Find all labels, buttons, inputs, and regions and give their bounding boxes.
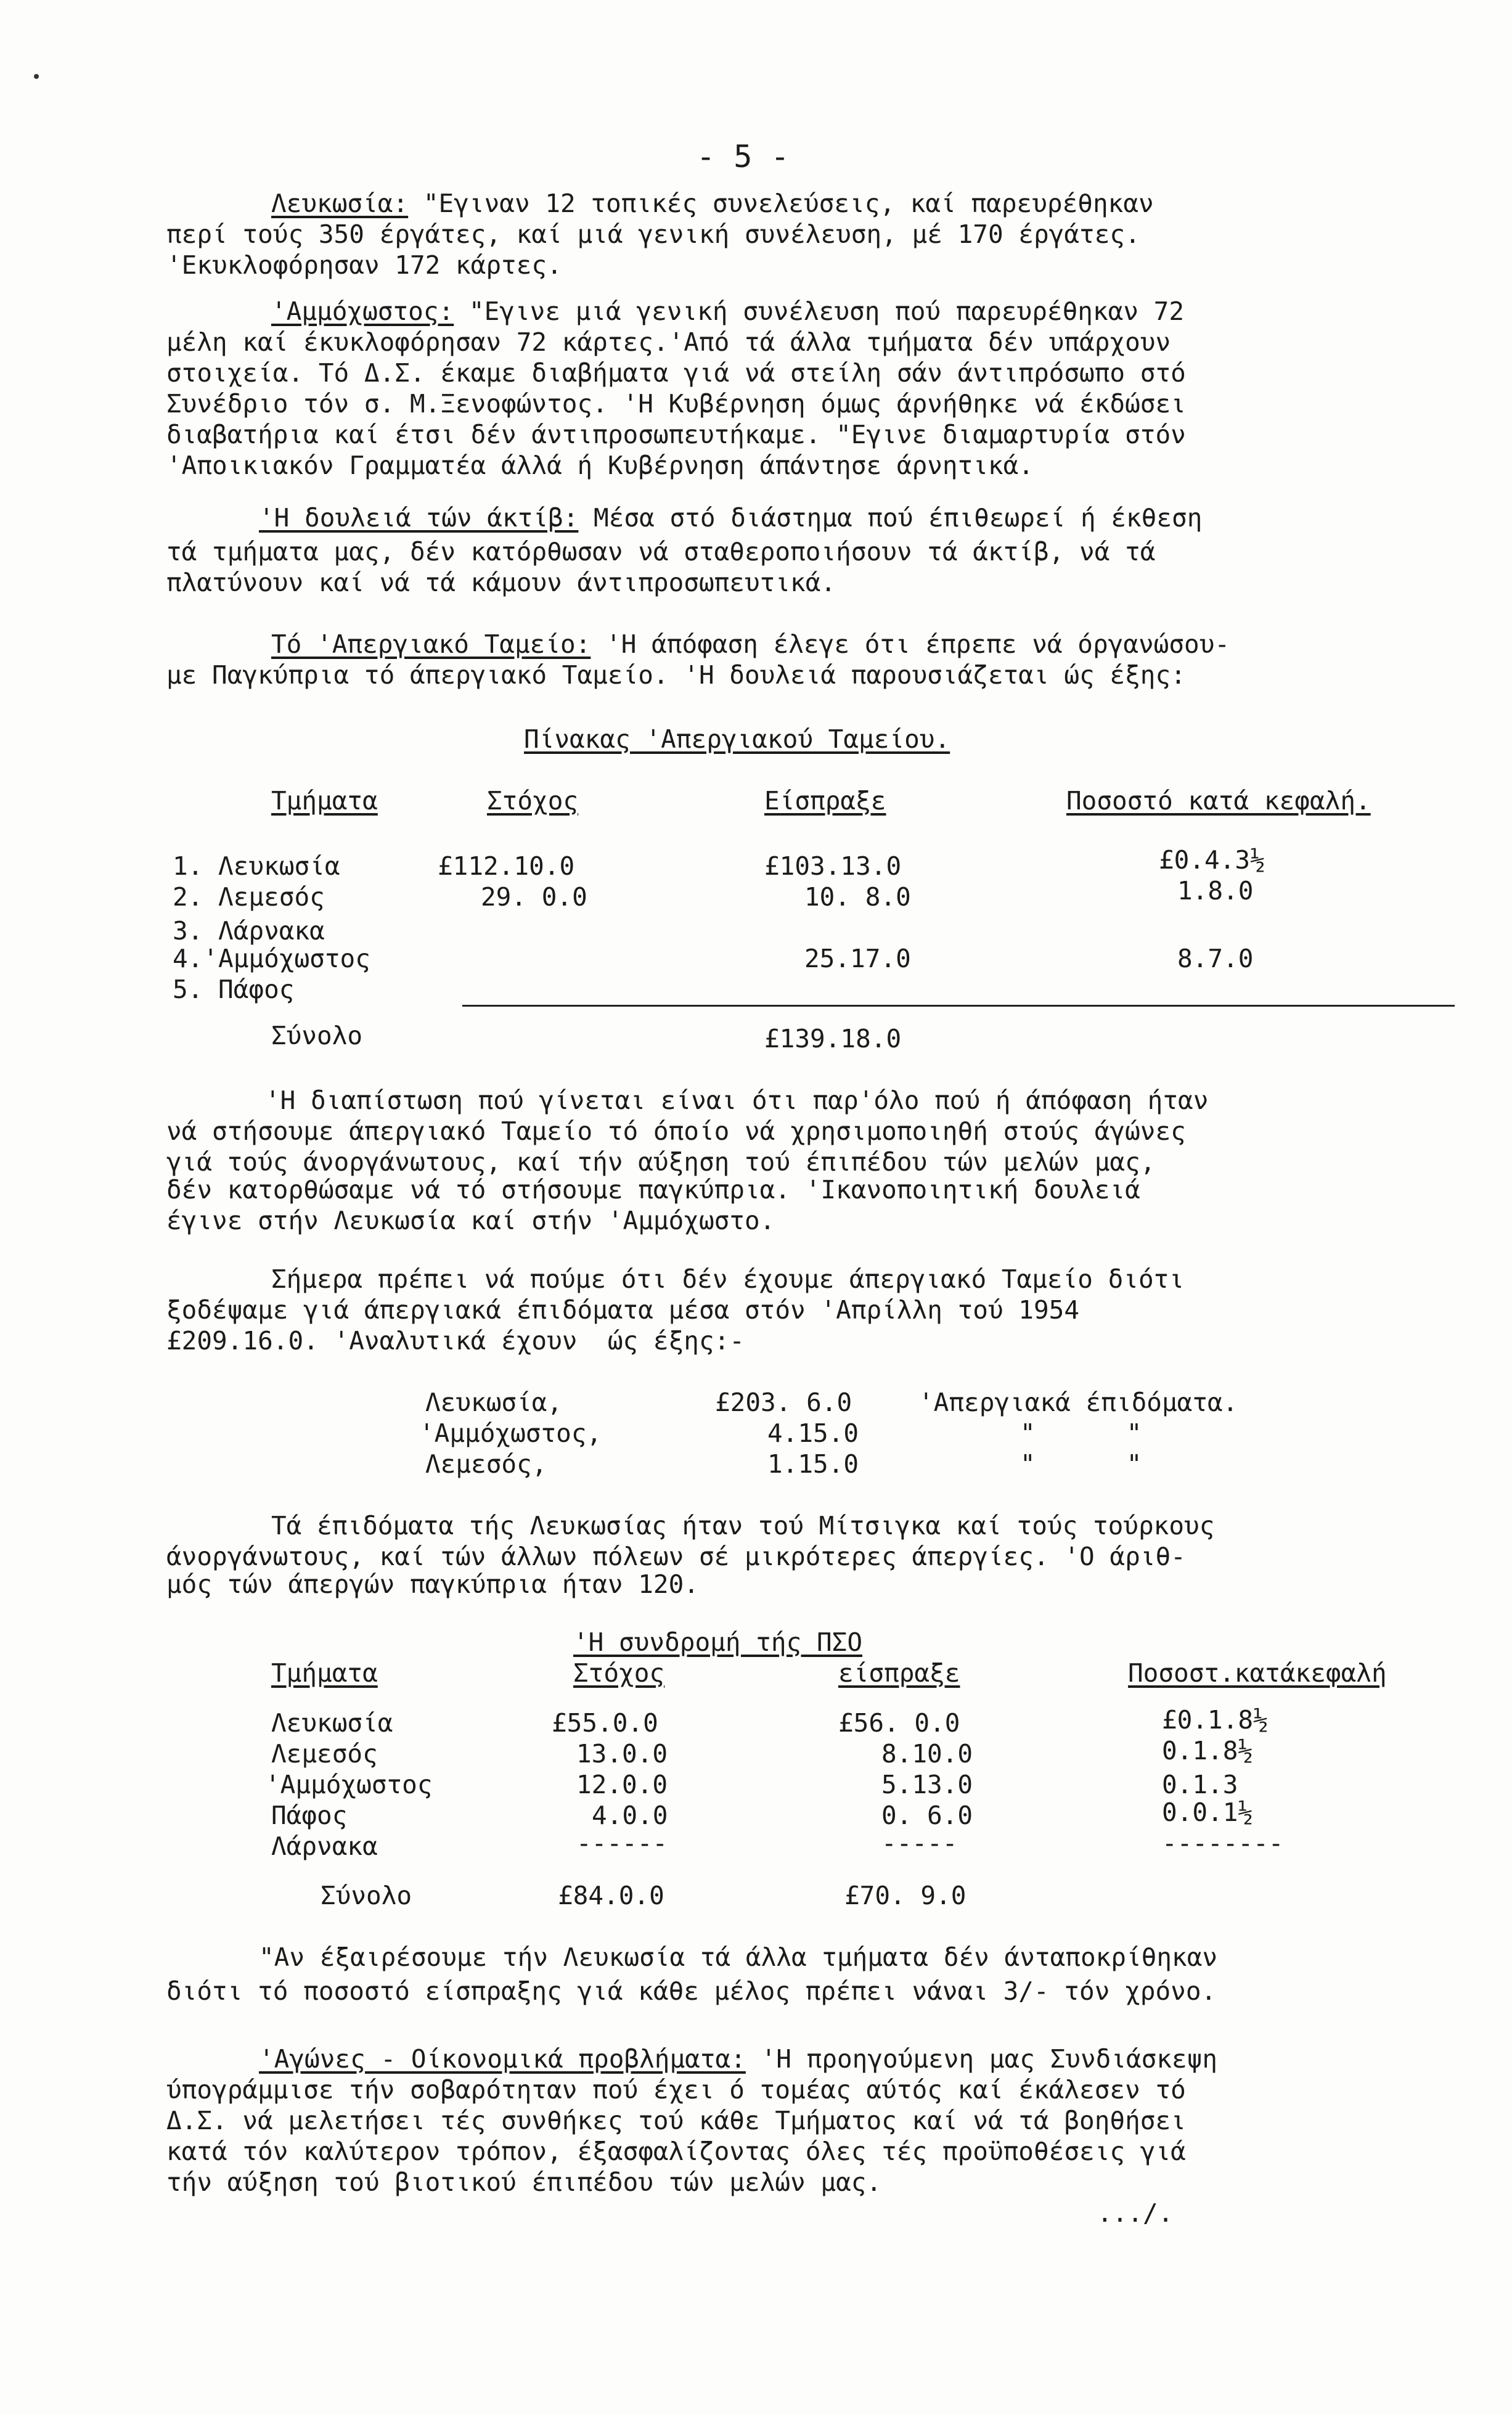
table2-cell-per-head: 0.1.3: [1162, 1770, 1238, 1799]
table2-cell-target: £55.0.0: [552, 1708, 658, 1738]
aktib-line-3: πλατύνουν καί νά τά κάμουν άντιπροσωπευτικά.: [166, 568, 836, 597]
table1-cell-name: 4.'Αμμόχωστος: [173, 944, 370, 973]
strike-amount: 4.15.0: [767, 1418, 859, 1448]
strike-place: Λευκωσία,: [425, 1388, 563, 1417]
page-number: - 5 -: [697, 139, 790, 174]
table2-cell-target: 12.0.0: [576, 1770, 668, 1799]
table2-cell-target: ------: [576, 1828, 668, 1858]
table2-cell-name: Πάφος: [271, 1801, 348, 1830]
continuation-mark: .../.: [1097, 2198, 1174, 2228]
strike-note: " ": [1020, 1418, 1142, 1448]
table2-cell-per-head: 0.0.1½: [1162, 1798, 1254, 1827]
table2-cell-target: 13.0.0: [576, 1739, 668, 1769]
table1-cell-name: 5. Πάφος: [173, 975, 295, 1004]
lefkosia-line-2: περί τούς 350 έργάτες, καί μιά γενική συνέλευση, μέ 170 έργάτες.: [166, 219, 1140, 249]
table2-cell-per-head: 0.1.8½: [1162, 1736, 1254, 1765]
table2-cell-name: 'Αμμόχωστος: [265, 1770, 433, 1799]
today-line-2: ξοδέψαμε γιά άπεργιακά έπιδόματα μέσα στόν 'Απρίλλη τού 1954: [166, 1295, 1080, 1325]
ammochostos-line-5: διαβατήρια καί έτσι δέν άντιπροσωπευτήκαμε. "Εγινε διαμαρτυρία στόν: [166, 420, 1186, 449]
table2-cell-name: Λεμεσός: [271, 1739, 378, 1769]
table2-header-per-head: Ποσοστ.κατάκεφαλή: [1128, 1658, 1387, 1688]
table1-cell-collected: 10. 8.0: [804, 882, 911, 912]
ammochostos-line-3: στοιχεία. Τό Δ.Σ. έκαμε διαβήματα γιά νά στείλη σάν άντιπρόσωπο στό: [166, 358, 1186, 388]
findings-line-3: γιά τούς άνοργάνωτους, καί τήν αύξηση τού έπιπέδου τών μελών μας,: [166, 1147, 1156, 1177]
table1-cell-target: £112.10.0: [438, 851, 575, 881]
table2-total-collected: £70. 9.0: [844, 1881, 966, 1910]
table1-header-collected: Είσπραξε: [764, 786, 886, 816]
tameio-heading: Τό 'Απεργιακό Ταμείο:: [271, 629, 591, 659]
findings-line-2: νά στήσουμε άπεργιακό Ταμείο τό όποίο νά χρησιμοποιηθή στούς άγώνες: [166, 1116, 1186, 1146]
ammochostos-line-6: 'Αποικιακόν Γραμματέα άλλά ή Κυβέρνηση άπάντησε άρνητικά.: [166, 451, 1034, 480]
table2-header-sections: Τμήματα: [271, 1658, 378, 1688]
ammochostos-heading: 'Αμμόχωστος:: [271, 297, 454, 326]
table2-cell-name: Λευκωσία: [271, 1708, 393, 1738]
today-line-1: Σήμερα πρέπει νά πούμε ότι δέν έχουμε άπεργιακό Ταμείο διότι: [271, 1264, 1185, 1294]
ammochostos-line-4: Συνέδριο τόν σ. Μ.Ξενοφώντος. 'Η Κυβέρνηση όμως άρνήθηκε νά έκδώσει: [166, 389, 1186, 419]
excluding-line-2: διότι τό ποσοστό είσπραξης γιά κάθε μέλος πρέπει νάναι 3/- τόν χρόνο.: [166, 1976, 1217, 2006]
strike-amount: £203. 6.0: [715, 1388, 852, 1417]
table1-header-sections: Τμήματα: [271, 786, 378, 816]
aktib-line-2: τά τμήματα μας, δέν κατόρθωσαν νά σταθεροποιήσουν τά άκτίβ, νά τά: [166, 537, 1156, 567]
table2-cell-per-head: £0.1.8½: [1162, 1705, 1269, 1735]
table2-total-target: £84.0.0: [558, 1881, 664, 1910]
table1-header-target: Στόχος: [487, 786, 579, 816]
table1-header-per-head: Ποσοστό κατά κεφαλή.: [1066, 786, 1371, 816]
strike-amount: 1.15.0: [767, 1449, 859, 1479]
lefkosia-line-1: Λευκωσία: "Εγιναν 12 τοπικές συνελεύσεις, καί παρευρέθηκαν: [271, 189, 1154, 218]
tameio-line-1: Τό 'Απεργιακό Ταμείο: 'Η άπόφαση έλεγε ότι έπρεπε νά όργανώσου-: [271, 629, 1230, 659]
aktib-line-1: 'Η δουλειά τών άκτίβ: Μέσα στό διάστημα πού έπιθεωρεί ή έκθεση: [259, 503, 1203, 533]
ammochostos-line-1: 'Αμμόχωστος: "Εγινε μιά γενική συνέλευση πού παρευρέθηκαν 72: [271, 297, 1185, 326]
table2-header-target: Στόχος: [573, 1658, 665, 1688]
strike-place: Λεμεσός,: [425, 1449, 547, 1479]
struggles-line-2: ύπογράμμισε τήν σοβαρότηταν πού έχει ό τομέας αύτός καί έκάλεσεν τό: [166, 2075, 1186, 2105]
excluding-line-1: "Αν έξαιρέσουμε τήν Λευκωσία τά άλλα τμήματα δέν άνταποκρίθηκαν: [259, 1942, 1218, 1972]
ammochostos-line-2: μέλη καί έκυκλοφόρησαν 72 κάρτες.'Από τά άλλα τμήματα δέν υπάρχουν: [166, 327, 1171, 357]
table2-cell-name: Λάρνακα: [271, 1831, 378, 1861]
tameio-line-2: με Παγκύπρια τό άπεργιακό Ταμείο. 'Η δουλειά παρουσιάζεται ώς έξης:: [166, 660, 1186, 690]
table2-cell-collected: -----: [881, 1828, 958, 1858]
table1-title: Πίνακας 'Απεργιακού Ταμείου.: [524, 724, 950, 754]
lefkosia-line-3: 'Εκυκλοφόρησαν 172 κάρτες.: [166, 250, 562, 280]
table1-cell-per-head: £0.4.3½: [1159, 845, 1265, 875]
struggles-line-4: κατά τόν καλύτερον τρόπον, έξασφαλίζοντας όλες τές προϋποθέσεις γιά: [166, 2137, 1186, 2166]
findings-line-4: δέν κατορθώσαμε νά τό στήσουμε παγκύπρια. 'Ικανοποιητική δουλειά: [166, 1175, 1140, 1205]
table2-title: 'Η συνδρομή τής ΠΣΟ: [573, 1627, 862, 1657]
strike-note: 'Απεργιακά έπιδόματα.: [918, 1388, 1238, 1417]
table2-cell-target: 4.0.0: [592, 1801, 668, 1830]
allowances-line-1: Τά έπιδόματα τής Λευκωσίας ήταν τού Μίτσιγκα καί τούς τούρκους: [271, 1511, 1215, 1540]
table2-cell-collected: 0. 6.0: [881, 1801, 973, 1830]
findings-line-5: έγινε στήν Λευκωσία καί στήν 'Αμμόχωστο.: [166, 1206, 775, 1235]
findings-line-1: 'Η διαπίστωση πού γίνεται είναι ότι παρ'όλο πού ή άπόφαση ήταν: [265, 1086, 1209, 1115]
table1-cell-name: 3. Λάρνακα: [173, 916, 325, 946]
struggles-line-5: τήν αύξηση τού βιοτικού έπιπέδου τών μελών μας.: [166, 2167, 882, 2197]
table1-cell-name: 1. Λευκωσία: [173, 851, 340, 881]
table1-cell-target: 29. 0.0: [481, 882, 587, 912]
table1-cell-name: 2. Λεμεσός: [173, 882, 325, 912]
table2-header-collected: είσπραξε: [838, 1658, 960, 1688]
allowances-line-2: άνοργάνωτους, καί τών άλλων πόλεων σέ μικρότερες άπεργίες. 'Ο άριθ-: [166, 1542, 1186, 1571]
struggles-line-3: Δ.Σ. νά μελετήσει τές συνθήκες τού κάθε Τμήματος καί νά τά βοηθήσει: [166, 2106, 1186, 2135]
struggles-line-1: 'Αγώνες - Οίκονομικά προβλήματα: 'Η προηγούμενη μας Συνδιάσκεψη: [259, 2044, 1218, 2074]
today-line-3: £209.16.0. 'Αναλυτικά έχουν ώς έξης:-: [166, 1326, 745, 1356]
table1-total-label: Σύνολο: [271, 1021, 363, 1050]
strike-place: 'Αμμόχωστος,: [419, 1418, 602, 1448]
aktib-heading: 'Η δουλειά τών άκτίβ:: [259, 503, 579, 533]
scan-speck: [34, 74, 39, 79]
table1-total-collected: £139.18.0: [764, 1024, 902, 1054]
table2-cell-collected: 5.13.0: [881, 1770, 973, 1799]
table1-cell-per-head: 1.8.0: [1177, 876, 1254, 906]
lefkosia-heading: Λευκωσία:: [271, 189, 409, 218]
allowances-line-3: μός τών άπεργών παγκύπρια ήταν 120.: [166, 1569, 699, 1599]
table1-cell-collected: 25.17.0: [804, 944, 911, 973]
table2-cell-collected: £56. 0.0: [838, 1708, 960, 1738]
table1-cell-per-head: 8.7.0: [1177, 944, 1254, 973]
strike-note: " ": [1020, 1449, 1142, 1479]
table2-cell-per-head: --------: [1162, 1828, 1284, 1858]
table2-cell-collected: 8.10.0: [881, 1739, 973, 1769]
table2-total-label: Σύνολο: [321, 1881, 412, 1910]
struggles-heading: 'Αγώνες - Οίκονομικά προβλήματα:: [259, 2044, 746, 2074]
table1-cell-collected: £103.13.0: [764, 851, 902, 881]
table1-total-rule: [462, 1005, 1455, 1007]
